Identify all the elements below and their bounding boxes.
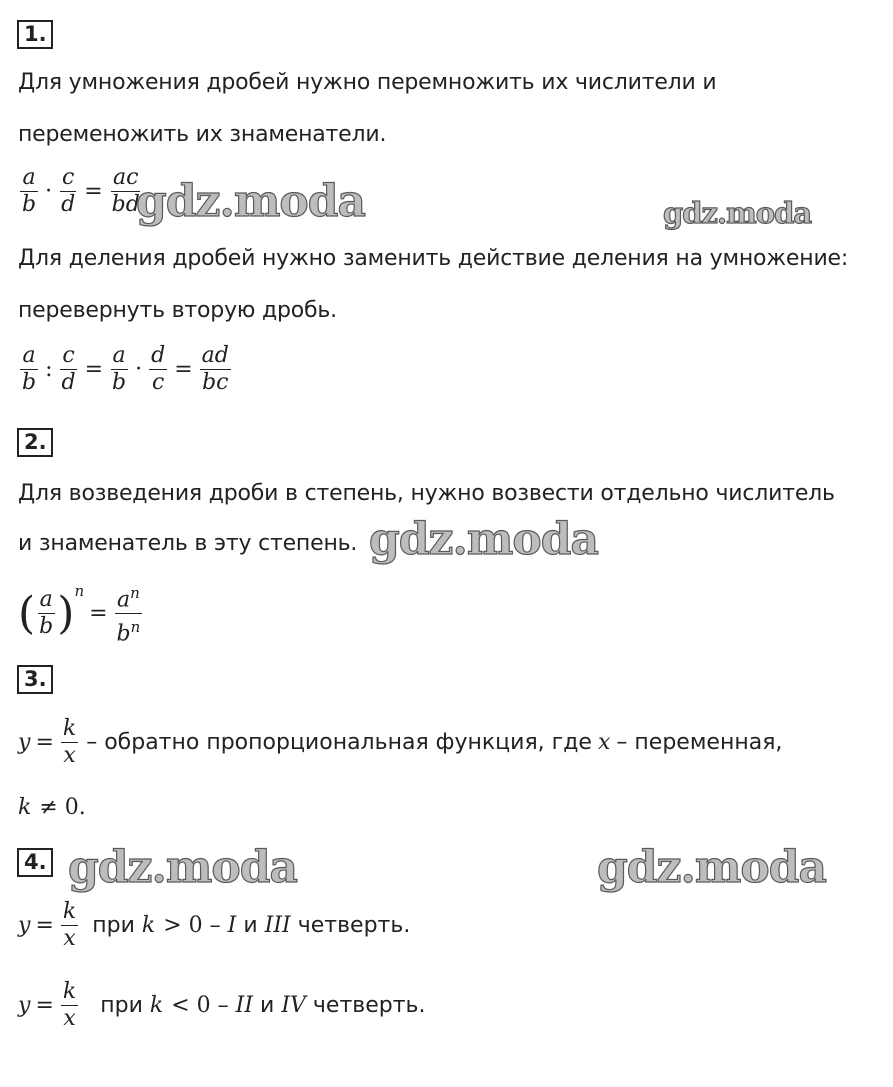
fraction-a-b [20,343,38,396]
watermark: gdz.moda [597,842,827,893]
fraction-k-x [61,716,78,769]
fraction-c-d [60,343,78,396]
text-line: Для умножения дробей нужно перемножить их числители и [18,70,717,95]
fraction-k-x [61,979,78,1032]
quadrant-label: I [227,913,237,938]
fraction-a-b [20,165,38,218]
watermark: gdz.moda [369,514,599,565]
text-line: перевернуть вторую дробь. [18,298,337,323]
colon-operator: : [45,357,53,382]
numerator: c [62,343,75,368]
comparison: > 0 – [163,913,221,938]
equals-operator: = [89,601,108,627]
and-text: и [243,913,258,938]
var-k: k [18,795,32,820]
base: b [116,621,131,647]
and-text: и [260,993,275,1018]
denominator: c [152,370,165,395]
fraction-ad-bc [200,343,231,396]
denominator: bd [111,192,140,217]
division-formula [18,343,233,396]
watermark: gdz.moda [68,842,298,893]
numerator: a [39,587,53,613]
dot-operator: · [45,179,53,204]
inverse-proportion-definition [18,716,782,769]
equals-operator: = [84,357,104,382]
fraction-k-x [61,899,78,952]
fraction-a-b [110,343,128,396]
denominator: b [22,192,37,217]
tail-text: четверть. [297,913,411,938]
var-x: x [597,730,611,755]
definition-text: – переменная, [616,730,783,755]
numerator: k [62,716,77,741]
fraction-an-bn [115,580,143,648]
quadrant-row [18,899,410,952]
equals-operator: = [35,913,54,938]
quadrant-row [18,979,426,1032]
denominator: b [112,370,127,395]
numerator: a [22,165,36,190]
k-condition [18,795,86,820]
quadrant-label: II [235,993,254,1018]
numerator: a [112,343,126,368]
text-line: переменожить их знаменатели. [18,122,387,147]
section-number-1: 1. [17,20,53,49]
denominator [115,614,143,647]
denominator: x [63,743,76,768]
section-number-4: 4. [17,848,53,877]
numerator: a [22,343,36,368]
right-paren: ) [57,587,75,639]
exponent: n [130,618,141,637]
var-k: k [141,913,156,938]
condition-text: ≠ 0. [39,795,86,820]
numerator: ac [112,165,139,190]
var-k: k [149,993,164,1018]
quadrant-label: III [264,913,291,938]
numerator: c [61,165,75,190]
watermark: gdz.moda [663,196,812,230]
multiplication-formula [18,165,144,218]
exponent: n [74,582,85,600]
denominator: bc [202,370,229,395]
exponent: n [130,584,140,602]
var-y: y [18,913,31,938]
equals-operator: = [84,179,103,204]
section-number-2: 2. [17,428,53,457]
watermark: gdz.moda [136,176,366,227]
fraction-d-c [149,343,167,396]
numerator: k [62,979,77,1004]
numerator: ad [201,343,229,368]
denominator: x [63,926,76,951]
numerator: k [62,899,77,924]
base: a [117,587,131,613]
fraction-c-d [59,165,77,218]
definition-text: – обратно пропорциональная функция, где [86,730,592,755]
equals-operator: = [35,730,54,755]
denominator: x [63,1006,76,1031]
denominator: d [61,370,76,395]
equals-operator: = [174,357,193,382]
tail-text: четверть. [312,993,426,1018]
left-paren: ( [18,587,36,639]
var-y: y [18,993,31,1018]
fraction-a-b [37,587,55,640]
pri-text: при [92,913,135,938]
numerator: d [151,343,166,368]
section-number-3: 3. [17,665,53,694]
quadrant-label: IV [281,993,306,1018]
pri-text: при [100,993,143,1018]
text-line: и знаменатель в эту степень. [18,531,358,556]
denominator: b [39,614,54,640]
denominator: b [22,370,37,395]
var-y: y [18,730,31,755]
power-formula [18,580,144,648]
comparison: < 0 – [171,993,229,1018]
text-line: Для деления дробей нужно заменить действие деления на умножение: [18,246,849,271]
denominator: d [61,192,76,217]
text-line: Для возведения дроби в степень, нужно возвести отдельно числитель [18,481,835,506]
numerator [115,580,142,614]
equals-operator: = [35,993,54,1018]
dot-operator: · [135,357,143,382]
